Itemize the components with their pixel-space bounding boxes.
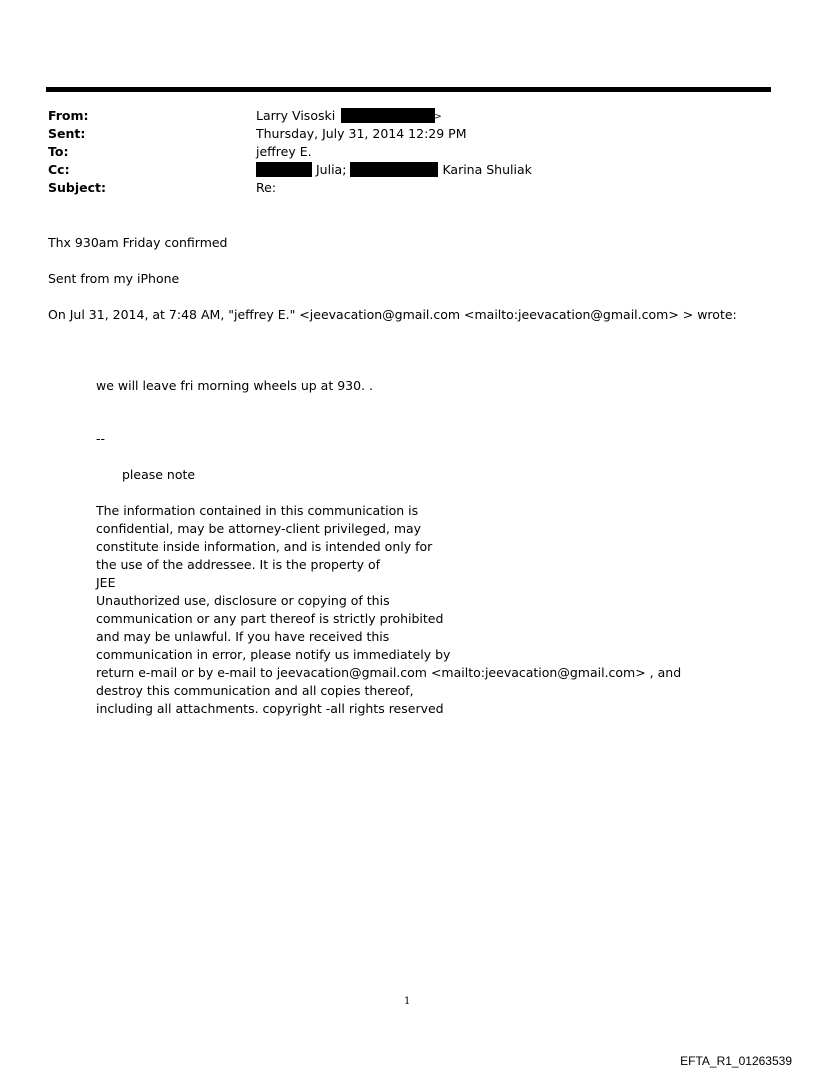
- disclaimer-line: confidential, may be attorney-client privileged, may: [96, 521, 422, 536]
- redaction-box: [341, 108, 435, 123]
- to-label: To:: [48, 144, 69, 159]
- disclaimer: [96, 502, 681, 718]
- sent-label: Sent:: [48, 126, 86, 141]
- disclaimer-line: JEE: [96, 575, 116, 590]
- cc-label: Cc:: [48, 162, 70, 177]
- from-value: [256, 107, 442, 126]
- cc-value: [256, 161, 532, 179]
- redaction-box: [350, 162, 438, 177]
- disclaimer-line: and may be unlawful. If you have received this: [96, 629, 390, 644]
- disclaimer-line: including all attachments. copyright -all rights reserved: [96, 701, 444, 716]
- subject-value: Re:: [256, 180, 277, 195]
- from-label: From:: [48, 108, 89, 123]
- subject-label: Subject:: [48, 180, 106, 195]
- bates-number: EFTA_R1_01263539: [680, 1054, 792, 1068]
- header-rule: [46, 87, 771, 92]
- disclaimer-line: Unauthorized use, disclosure or copying of this: [96, 593, 390, 608]
- disclaimer-line: The information contained in this communication is: [96, 503, 419, 518]
- disclaimer-line: communication or any part thereof is strictly prohibited: [96, 611, 444, 626]
- to-value: jeffrey E.: [256, 144, 312, 159]
- disclaimer-line: the use of the addressee. It is the property of: [96, 557, 381, 572]
- quote-intro: On Jul 31, 2014, at 7:48 AM, "jeffrey E." <jeevacation@gmail.com <mailto:jeevacation@gmail.com> > wrote:: [48, 307, 737, 322]
- redaction-box: [256, 162, 312, 177]
- signature-separator: --: [96, 431, 106, 446]
- quoted-message: we will leave fri morning wheels up at 930. .: [96, 378, 373, 393]
- disclaimer-line: return e-mail or by e-mail to jeevacation@gmail.com <mailto:jeevacation@gmail.com> , and: [96, 665, 682, 680]
- page-number: 1: [404, 996, 411, 1007]
- sent-value: Thursday, July 31, 2014 12:29 PM: [256, 126, 467, 141]
- please-note: please note: [122, 467, 196, 482]
- disclaimer-line: communication in error, please notify us immediately by: [96, 647, 451, 662]
- disclaimer-line: destroy this communication and all copies thereof,: [96, 683, 414, 698]
- disclaimer-line: constitute inside information, and is intended only for: [96, 539, 433, 554]
- reply-message: Thx 930am Friday confirmed: [48, 235, 228, 250]
- from-tail: >: [434, 112, 442, 122]
- device-signature: Sent from my iPhone: [48, 271, 180, 286]
- cc-name-2: Karina Shuliak: [442, 162, 532, 177]
- from-name: Larry Visoski: [256, 108, 336, 123]
- cc-name-1: Julia;: [316, 162, 347, 177]
